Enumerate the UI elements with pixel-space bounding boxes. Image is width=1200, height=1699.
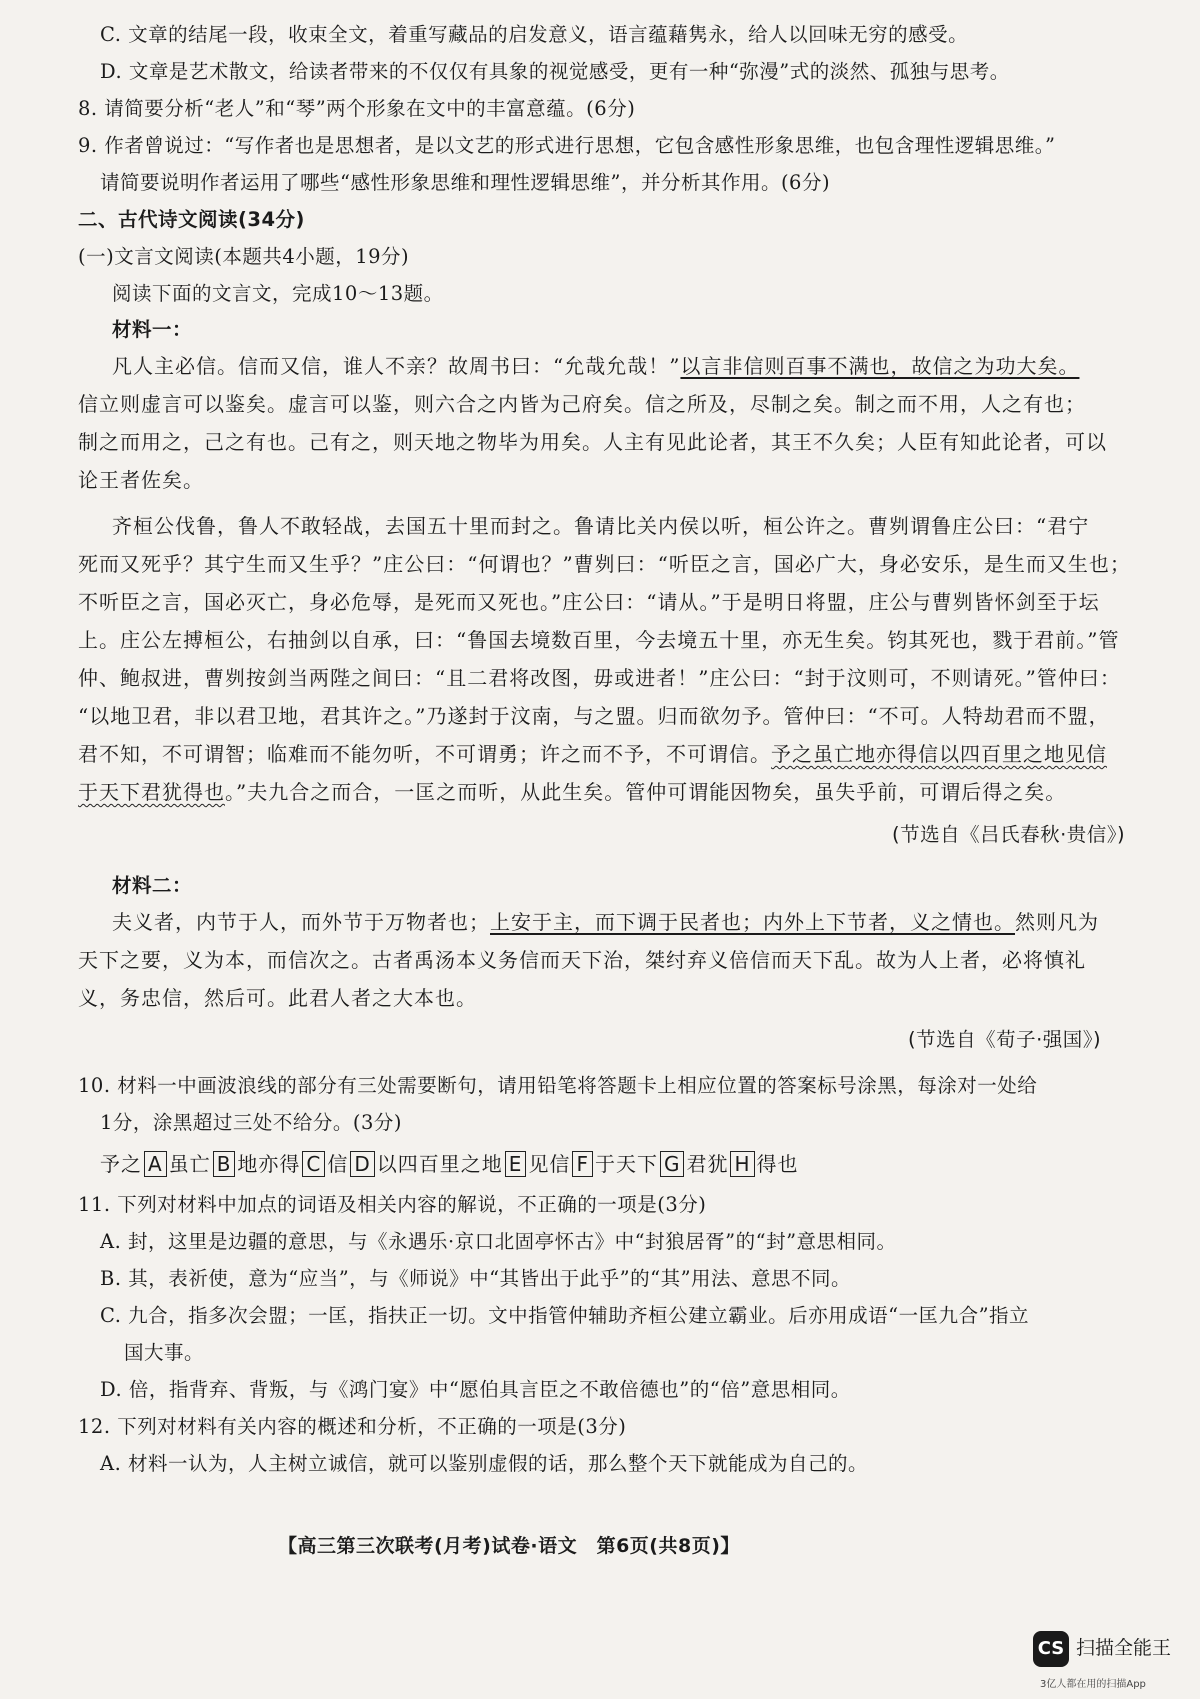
material2-source: (节选自《荀子·强国》) — [908, 1028, 1102, 1051]
underlined-phrase-2: 内外上下节者，义之情也。 — [763, 910, 1015, 934]
material2-line3: 义，务忠信，然后可。此君人者之大本也。 — [78, 986, 477, 1010]
sentence-segment: 君犹 — [686, 1152, 729, 1176]
material1-p2-text: 君不知，不可谓智；临难而不能勿听，不可谓勇；许之而不予，不可谓信。 — [78, 742, 771, 766]
material1-p2-line4: 上。庄公左搏桓公，右抽剑以自承，曰：“鲁国去境数百里，今去境五十里，亦无生矣。钧其死也，戮于君前。”管 — [78, 628, 1120, 652]
material1-source: (节选自《吕氏春秋·贵信》) — [892, 823, 1126, 846]
material1-p2-line5: 仲、鲍叔进，曹刿按剑当两陛之间曰：“且二君将改图，毋或进者！”庄公曰：“封于汶则可，不则请死。”管仲曰： — [78, 666, 1121, 690]
material1-p2-line8 — [78, 778, 1066, 806]
question-10-segments — [100, 1150, 799, 1178]
material1-label: 材料一： — [112, 318, 193, 341]
material1-p2-tail: 。”夫九合之而合，一匡之而听，从此生矣。管仲可谓能因物矣，虽失乎前，可谓后得之矣。 — [225, 780, 1067, 804]
answer-box-d: D — [350, 1151, 374, 1177]
question-11-option-c-line2: 国大事。 — [124, 1341, 205, 1364]
sentence-segment: 信 — [327, 1152, 349, 1176]
sentence-segment: 以四百里之地 — [376, 1152, 503, 1176]
material2-line1 — [112, 908, 1099, 936]
material1-p2-line2: 死而又死乎？其宁生而又生乎？”庄公曰：“何谓也？”曹刿曰：“听臣之言，国必广大，身必安乐，是生而又生也； — [78, 552, 1131, 576]
material1-p2-line6: “以地卫君，非以君卫地，君其许之。”乃遂封于汶南，与之盟。归而欲勿予。管仲曰：“不可。人特劫君而不盟， — [78, 704, 1110, 728]
material2-line2: 天下之要，义为本，而信次之。古者禹汤本义务信而天下治，桀纣弃义倍信而天下乱。故为人上者，必将慎礼 — [78, 948, 1086, 972]
sentence-segment: 地亦得 — [237, 1152, 301, 1176]
sentence-segment: 见信 — [528, 1152, 571, 1176]
material1-p2-line7 — [78, 740, 1107, 768]
subsection-title: (一)文言文阅读(本题共4小题，19分) — [78, 245, 410, 268]
reading-intro: 阅读下面的文言文，完成10～13题。 — [112, 282, 444, 305]
camscanner-name: 扫描全能王 — [1076, 1637, 1172, 1659]
material1-p1-line3: 制之而用之，己之有也。己有之，则天地之物毕为用矣。人主有见此论者，其王不久矣；人臣有知此论者，可以 — [78, 430, 1107, 454]
question-11-option-b: B. 其，表祈使，意为“应当”，与《师说》中“其皆出于此乎”的“其”用法、意思不同。 — [100, 1267, 852, 1290]
answer-box-c: C — [302, 1151, 325, 1177]
answer-box-f: F — [572, 1151, 593, 1177]
question-9-line2: 请简要说明作者运用了哪些“感性形象思维和理性逻辑思维”，并分析其作用。(6分) — [100, 171, 831, 194]
answer-box-e: E — [505, 1151, 527, 1177]
wavy-underlined-sentence-end: 于天下君犹得也 — [78, 780, 225, 804]
material1-p1-line4: 论王者佐矣。 — [78, 468, 204, 492]
section-title: 二、古代诗文阅读(34分) — [78, 208, 305, 231]
answer-box-b: B — [213, 1151, 236, 1177]
answer-box-h: H — [730, 1151, 754, 1177]
material1-p2-line1: 齐桓公伐鲁，鲁人不敢轻战，去国五十里而封之。鲁请比关内侯以听，桓公许之。曹刿谓鲁庄公曰：“君宁 — [112, 514, 1090, 538]
underlined-phrase-1: 上安于主，而下调于民者也； — [490, 910, 763, 934]
underlined-sentence: 以言非信则百事不满也，故信之为功大矣。 — [680, 354, 1080, 378]
sentence-segment: 于天下 — [594, 1152, 658, 1176]
material1-p1-line2: 信立则虚言可以鉴矣。虚言可以鉴，则六合之内皆为己府矣。信之所及，尽制之矣。制之而不用，人之有也； — [78, 392, 1086, 416]
question-12-stem: 12. 下列对材料有关内容的概述和分析，不正确的一项是(3分) — [78, 1415, 627, 1438]
option-d-top: D. 文章是艺术散文，给读者带来的不仅仅有具象的视觉感受，更有一种“弥漫”式的淡然、孤独与思考。 — [100, 60, 1010, 83]
question-11-stem: 11. 下列对材料中加点的词语及相关内容的解说，不正确的一项是(3分) — [78, 1193, 707, 1216]
question-11-option-a: A. 封，这里是边疆的意思，与《永遇乐·京口北固亭怀古》中“封狼居胥”的“封”意思相同。 — [100, 1230, 897, 1253]
answer-box-g: G — [660, 1151, 685, 1177]
material2-text: 夫义者，内节于人，而外节于万物者也； — [112, 910, 490, 934]
question-12-option-a: A. 材料一认为，人主树立诚信，就可以鉴别虚假的话，那么整个天下就能成为自己的。 — [100, 1452, 868, 1475]
sentence-segment: 予之 — [100, 1152, 142, 1176]
material1-p2-line3: 不听臣之言，国必灭亡，身必危辱，是死而又死也。”庄公曰：“请从。”于是明日将盟，庄公与曹刿皆怀剑至于坛 — [78, 590, 1100, 614]
page-footer: 【高三第三次联考(月考)试卷·语文 第6页(共8页)】 — [278, 1535, 740, 1557]
question-10-line1: 10. 材料一中画波浪线的部分有三处需要断句，请用铅笔将答题卡上相应位置的答案标号涂黑，每涂对一处给 — [78, 1074, 1038, 1097]
material1-p1-text: 凡人主必信。信而又信，谁人不亲？故周书曰：“允哉允哉！” — [112, 354, 681, 378]
question-9-line1: 9. 作者曾说过：“写作者也是思想者，是以文艺的形式进行思想，它包含感性形象思维，也包含理性逻辑思维。” — [78, 134, 1056, 157]
question-11-option-d: D. 倍，指背弃、背叛，与《鸿门宴》中“愿伯具言臣之不敢倍德也”的“倍”意思相同。 — [100, 1378, 851, 1401]
camscanner-logo-icon: CS — [1033, 1631, 1069, 1667]
material2-text-end: 然则凡为 — [1015, 910, 1099, 934]
material2-label: 材料二： — [112, 874, 193, 897]
wavy-underlined-sentence: 予之虽亡地亦得信以四百里之地见信 — [771, 742, 1107, 766]
question-10-line2: 1分，涂黑超过三处不给分。(3分) — [100, 1111, 403, 1134]
question-8: 8. 请简要分析“老人”和“琴”两个形象在文中的丰富意蕴。(6分) — [78, 97, 636, 120]
option-c-top: C. 文章的结尾一段，收束全文，着重写藏品的启发意义，语言蕴藉隽永，给人以回味无穷的感受。 — [100, 23, 969, 46]
material1-p1-line1 — [112, 352, 1079, 380]
question-11-option-c-line1: C. 九合，指多次会盟；一匡，指扶正一切。文中指管仲辅助齐桓公建立霸业。后亦用成语“一匡九合”指立 — [100, 1304, 1030, 1327]
answer-box-a: A — [144, 1151, 167, 1177]
camscanner-tagline: 3亿人都在用的扫描App — [1040, 1679, 1146, 1690]
sentence-segment: 虽亡 — [168, 1152, 211, 1176]
sentence-segment: 得也 — [756, 1152, 799, 1176]
